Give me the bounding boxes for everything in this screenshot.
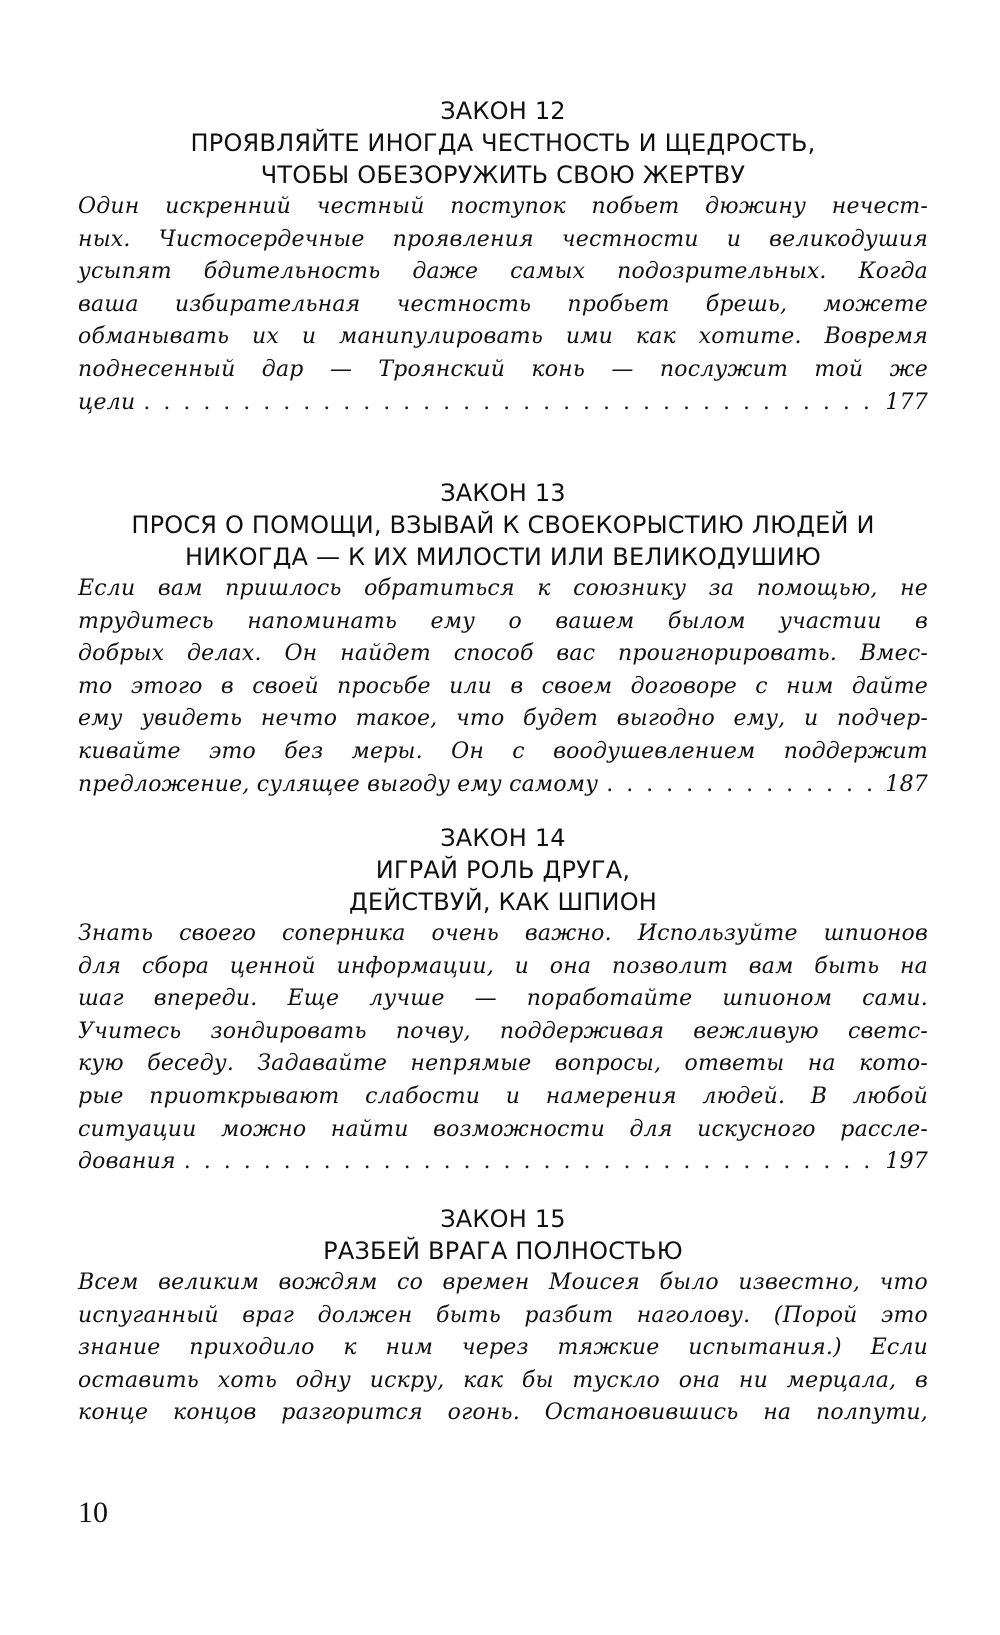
law-description [78,191,928,419]
body-line: Если вам пришлось обратиться к союзнику за помощью, не [78,576,928,601]
law-number: ЗАКОН 13 [440,479,566,507]
body-line: обманывать их и манипулировать ими как хотите. Вовремя [78,324,928,350]
body-line: ных. Чистосердечные проявления честности и великодушия [78,226,928,252]
body-line: поднесенный дар — Троянский конь — послужит той же [78,356,928,382]
toc-entry-line [78,1146,928,1179]
body-line: дования [78,1149,176,1175]
body-line: Один искренний честный поступок побьет дюжину нечест- [78,194,928,219]
toc-page-number: 187 [885,771,928,797]
page-number: 10 [78,1496,108,1529]
toc-entry-line [78,387,928,420]
body-line: ему увидеть нечто такое, что будет выгодно ему, и подчер- [78,706,928,732]
body-line: цели [78,389,136,415]
dot-leader [184,1146,878,1179]
law-12 [78,95,928,419]
body-line: трудитесь напоминать ему о вашем былом участии в [78,608,928,634]
body-line: для сбора ценной информации, и она позволит вам быть на [78,953,928,979]
law-title-line: НИКОГДА — К ИХ МИЛОСТИ ИЛИ ВЕЛИКОДУШИЮ [185,543,821,571]
law-title-line: ПРОЯВЛЯЙТЕ ИНОГДА ЧЕСТНОСТЬ И ЩЕДРОСТЬ, [190,129,816,157]
body-line: Учитесь зондировать почву, поддерживая вежливую светс- [78,1018,928,1044]
body-line: испуганный враг должен быть разбит наголову. (Порой это [78,1302,928,1328]
law-number: ЗАКОН 15 [440,1205,566,1233]
body-line: то этого в своей просьбе или в своем договоре с ним дайте [78,673,928,699]
body-line: Знать своего соперника очень важно. Используйте шпионов [78,921,928,946]
toc-page-number: 177 [885,389,928,415]
law-13 [78,477,928,801]
dot-leader [606,769,877,802]
law-title-line: РАЗБЕЙ ВРАГА ПОЛНОСТЬЮ [323,1237,683,1265]
law-number: ЗАКОН 12 [440,97,566,125]
body-line: знание приходило к ним через тяжкие испытания.) Если [78,1335,928,1361]
law-heading [78,822,928,918]
body-line: конце концов разгорится огонь. Остановившись на полпути, [78,1400,928,1426]
law-15 [78,1203,928,1430]
body-line: кивайте это без меры. Он с воодушевлением поддержит [78,738,928,764]
body-line: оставить хоть одну искру, как бы тускло она ни мерцала, в [78,1367,928,1393]
law-14 [78,822,928,1179]
body-line: предложение, сулящее выгоду ему самому [78,771,599,797]
law-title-line: ДЕЙСТВУЙ, КАК ШПИОН [348,888,658,916]
toc-entry-line [78,769,928,802]
body-line: рые приоткрывают слабости и намерения людей. В любой [78,1083,928,1109]
law-heading [78,1203,928,1267]
body-line: усыпят бдительность даже самых подозрительных. Когда [78,259,928,285]
law-heading [78,477,928,573]
law-title-line: ПРОСЯ О ПОМОЩИ, ВЗЫВАЙ К СВОЕКОРЫСТИЮ ЛЮДЕЙ И [131,511,875,539]
law-title-line: ИГРАЙ РОЛЬ ДРУГА, [375,856,631,884]
body-line: шаг впереди. Еще лучше — поработайте шпионом сами. [78,986,928,1012]
law-description [78,918,928,1179]
law-title-line: ЧТОБЫ ОБЕЗОРУЖИТЬ СВОЮ ЖЕРТВУ [260,161,746,189]
law-description [78,573,928,801]
toc-page-number: 197 [885,1149,928,1175]
body-line: кую беседу. Задавайте непрямые вопросы, ответы на кото- [78,1051,928,1077]
body-line: ваша избирательная честность пробьет брешь, можете [78,291,928,317]
dot-leader [143,387,877,420]
law-description [78,1267,928,1430]
law-number: ЗАКОН 14 [440,824,566,852]
body-line: добрых делах. Он найдет способ вас проигнорировать. Вмес- [78,641,928,667]
body-line: Всем великим вождям со времен Моисея было известно, что [78,1270,928,1295]
body-line: ситуации можно найти возможности для искусного рассле- [78,1116,928,1142]
law-heading [78,95,928,191]
